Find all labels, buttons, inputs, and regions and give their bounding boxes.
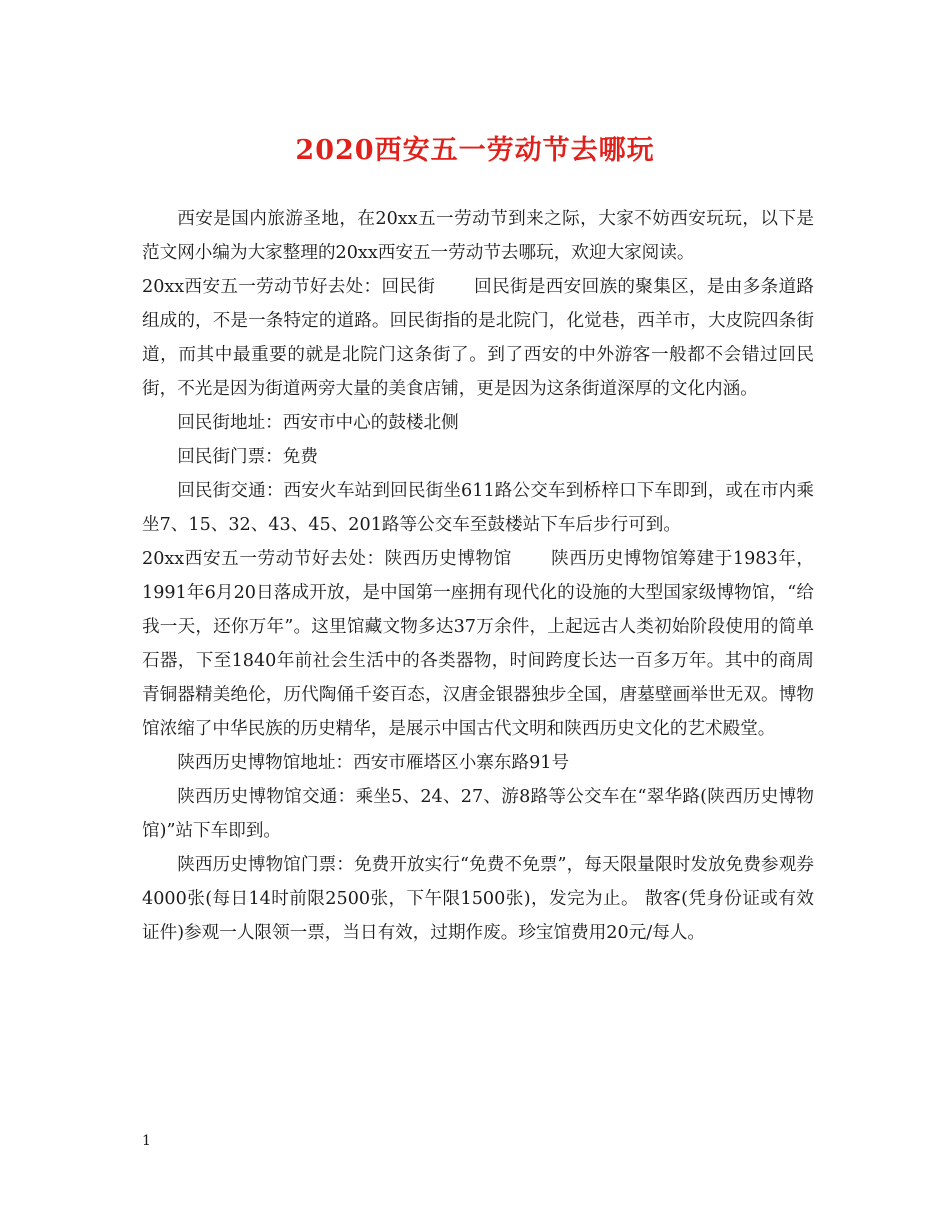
huiminjie-ticket: 回民街门票：免费 xyxy=(177,447,318,467)
page-number: 1 xyxy=(142,1133,151,1149)
huiminjie-traffic: 回民街交通：西安火车站到回民街坐611路公交车到桥梓口下车即到，或在市内乘坐7、15、32、43、45、201路等公交车至鼓楼站下车后步行可到。 xyxy=(142,481,814,535)
huiminjie-heading: 20xx西安五一劳动节好去处：回民街 xyxy=(142,277,436,297)
huiminjie-address: 回民街地址：西安市中心的鼓楼北侧 xyxy=(177,413,459,433)
museum-address: 陕西历史博物馆地址：西安市雁塔区小寨东路91号 xyxy=(177,753,570,773)
museum-traffic: 陕西历史博物馆交通：乘坐5、24、27、游8路等公交车在“翠华路(陕西历史博物馆)”站下车即到。 xyxy=(142,787,814,841)
intro-paragraph: 西安是国内旅游圣地，在20xx五一劳动节到来之际，大家不妨西安玩玩，以下是范文网小编为大家整理的20xx西安五一劳动节去哪玩，欢迎大家阅读。 xyxy=(142,209,814,263)
document-body xyxy=(142,202,814,950)
page-title: 2020西安五一劳动节去哪玩 xyxy=(295,135,655,166)
museum-description: 陕西历史博物馆筹建于1983年，1991年6月20日落成开放，是中国第一座拥有现代化的设施的大型国家级博物馆，“给我一天，还你万年”。这里馆藏文物多达37万余件，上起远古人类初始阶段使用的简单石器，下至1840年前社会生活中的各类器物，时间跨度长达一百多万年。其中的商周青铜器精美绝伦，历代陶俑千姿百态，汉唐金银器独步全国，唐墓壁画举世无双。博物馆浓缩了中华民族的历史精华，是展示中国古代文明和陕西历史文化的艺术殿堂。 xyxy=(142,549,815,739)
huiminjie-section xyxy=(142,270,814,406)
museum-heading: 20xx西安五一劳动节好去处：陕西历史博物馆 xyxy=(142,549,512,569)
museum-section xyxy=(142,542,814,746)
huiminjie-description: 回民街是西安回族的聚集区，是由多条道路组成的，不是一条特定的道路。回民街指的是北院门，化觉巷，西羊市，大皮院四条街道，而其中最重要的就是北院门这条街了。到了西安的中外游客一般都不会错过回民街，不光是因为街道两旁大量的美食店铺，更是因为这条街道深厚的文化内涵。 xyxy=(142,277,814,399)
museum-ticket: 陕西历史博物馆门票：免费开放实行“免费不免票”，每天限量限时发放免费参观券4000张(每日14时前限2500张，下午限1500张)，发完为止。 散客(凭身份证或有效证件)参观一人限领一票，当日有效，过期作废。珍宝馆费用20元/每人。 xyxy=(142,855,814,943)
